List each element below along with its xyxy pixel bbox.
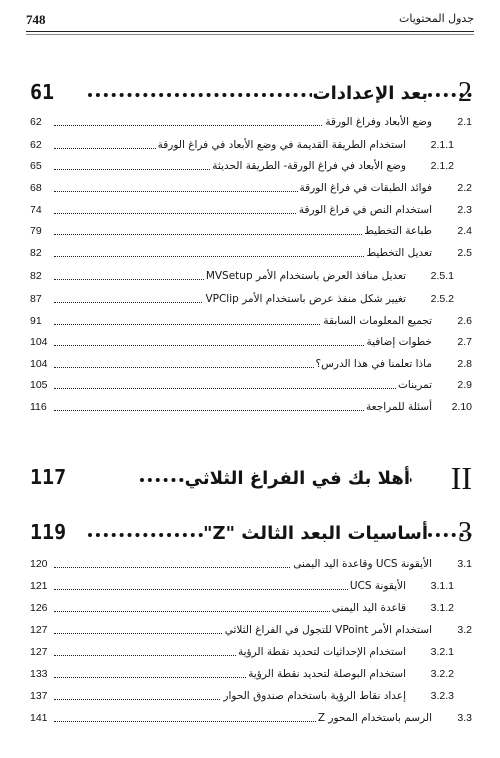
toc-entry[interactable] (30, 687, 472, 705)
entry-number: 3.2.1 (430, 646, 454, 658)
entry-label: ماذا تعلمنا في هذا الدرس؟ (314, 355, 433, 373)
entry-label: إعداد نقاط الرؤية باستخدام صندوق الحوار (221, 687, 406, 705)
toc-entry[interactable] (30, 179, 472, 197)
entry-page: 74 (30, 204, 42, 216)
chapter-heading[interactable] (30, 78, 472, 110)
entry-page: 133 (30, 668, 48, 680)
entry-number: 2.5.1 (430, 270, 454, 282)
part-heading[interactable] (30, 460, 472, 496)
toc-entry[interactable] (30, 355, 472, 373)
chapter-heading[interactable] (30, 518, 472, 550)
entry-page: 120 (30, 558, 48, 570)
running-title: جدول المحتويات (398, 12, 474, 25)
entry-number: 2.4 (457, 225, 472, 237)
entry-number: 3.1 (457, 558, 472, 570)
entry-page: 82 (30, 247, 42, 259)
toc-entry[interactable] (30, 136, 472, 154)
entry-page: 127 (30, 624, 48, 636)
entry-page: 62 (30, 139, 42, 151)
entry-label: الأيقونة UCS وقاعدة اليد اليمنى (291, 555, 432, 573)
entry-label: تجميع المعلومات السابقة (321, 312, 432, 330)
entry-number: 2.1.1 (430, 139, 454, 151)
entry-page: 104 (30, 336, 48, 348)
page-header (26, 10, 474, 28)
entry-label: استخدام الأمر VPoint للتجول في الفراغ الثلاثي (223, 621, 432, 639)
entry-number: 3.2.2 (430, 668, 454, 680)
entry-page: 105 (30, 379, 48, 391)
toc-entry[interactable] (30, 113, 472, 131)
entry-label: استخدام الإحداثيات لتحديد نقطة الرؤية (236, 643, 406, 661)
entry-number: 2.9 (457, 379, 472, 391)
entry-label: تغيير شكل منفذ عرض باستخدام الأمر VPClip (203, 290, 406, 308)
chapter-title: أساسيات البعد الثالث "Z" (203, 523, 428, 544)
entry-number: 3.1.2 (430, 602, 454, 614)
entry-number: 3.2 (457, 624, 472, 636)
toc-entry[interactable] (30, 621, 472, 639)
entry-label: استخدام البوصلة لتحديد نقطة الرؤية (246, 665, 406, 683)
entry-page: 82 (30, 270, 42, 282)
entry-label: طباعة التخطيط (362, 222, 432, 240)
entry-number: 3.1.1 (430, 580, 454, 592)
toc-entry[interactable] (30, 157, 472, 175)
part-title: أهلا بك في الفراغ الثلاثي (184, 468, 410, 489)
entry-number: 3.2.3 (430, 690, 454, 702)
entry-page: 79 (30, 225, 42, 237)
header-rule (26, 31, 474, 32)
entry-page: 87 (30, 293, 42, 305)
entry-label: الرسم باستخدام المحور Z (316, 709, 432, 727)
entry-label: الأيقونة UCS (348, 577, 406, 595)
entry-label: قاعدة اليد اليمنى (330, 599, 406, 617)
toc-entry[interactable] (30, 244, 472, 262)
page-number: 748 (26, 12, 46, 27)
entry-label: فوائد الطبقات في فراغ الورقة (298, 179, 432, 197)
entry-label: أسئلة للمراجعة (364, 398, 432, 416)
entry-page: 127 (30, 646, 48, 658)
entry-page: 91 (30, 315, 42, 327)
entry-number: 2.3 (457, 204, 472, 216)
part-page: 117 (30, 465, 67, 489)
entry-page: 104 (30, 358, 48, 370)
toc-entry[interactable] (30, 665, 472, 683)
chapter-page: 61 (30, 80, 55, 104)
entry-page: 65 (30, 160, 42, 172)
chapter-number: 3 (458, 517, 472, 548)
entry-page: 62 (30, 116, 42, 128)
chapter-page: 119 (30, 520, 67, 544)
toc-entry[interactable] (30, 201, 472, 219)
entry-label: تعديل منافذ العرض باستخدام الأمر MVSetup (204, 267, 406, 285)
entry-page: 116 (30, 401, 47, 413)
entry-number: 2.7 (457, 336, 472, 348)
entry-number: 2.6 (457, 315, 472, 327)
entry-label: خطوات إضافية (364, 333, 432, 351)
entry-label: وضع الأبعاد في فراغ الورقة- الطريقة الحديثة (210, 157, 406, 175)
chapter-title: بعد الإعدادات (312, 83, 428, 104)
entry-number: 2.5 (457, 247, 472, 259)
entry-number: 2.1 (457, 116, 472, 128)
toc-entry[interactable] (30, 267, 472, 285)
entry-number: 2.2 (457, 182, 472, 194)
toc-entry[interactable] (30, 290, 472, 308)
toc-entry[interactable] (30, 577, 472, 595)
entry-number: 2.10 (451, 401, 472, 413)
header-rule-thin (26, 34, 474, 35)
entry-number: 2.8 (457, 358, 472, 370)
entry-label: تعديل التخطيط (364, 244, 432, 262)
entry-number: 3.3 (457, 712, 472, 724)
entry-page: 68 (30, 182, 42, 194)
toc-entry[interactable] (30, 333, 472, 351)
toc-entry[interactable] (30, 709, 472, 727)
entry-number: 2.1.2 (430, 160, 454, 172)
entry-number: 2.5.2 (430, 293, 454, 305)
entry-page: 126 (30, 602, 48, 614)
toc-entry[interactable] (30, 222, 472, 240)
toc-entry[interactable] (30, 555, 472, 573)
entry-page: 121 (30, 580, 48, 592)
entry-label: وضع الأبعاد وفراغ الورقة (323, 113, 432, 131)
chapter-number: 2 (458, 77, 472, 108)
toc-entry[interactable] (30, 643, 472, 661)
entry-page: 141 (30, 712, 48, 724)
toc-entry[interactable] (30, 376, 472, 394)
entry-label: استخدام النص في فراغ الورقة (297, 201, 432, 219)
entry-label: تمرينات (396, 376, 432, 394)
entry-page: 137 (30, 690, 48, 702)
entry-label: استخدام الطريقة القديمة في وضع الأبعاد في فراغ الورقة (156, 136, 406, 154)
part-number: II (450, 460, 472, 496)
toc-entry[interactable] (30, 312, 472, 330)
toc-entry[interactable] (30, 398, 472, 416)
toc-entry[interactable] (30, 599, 472, 617)
